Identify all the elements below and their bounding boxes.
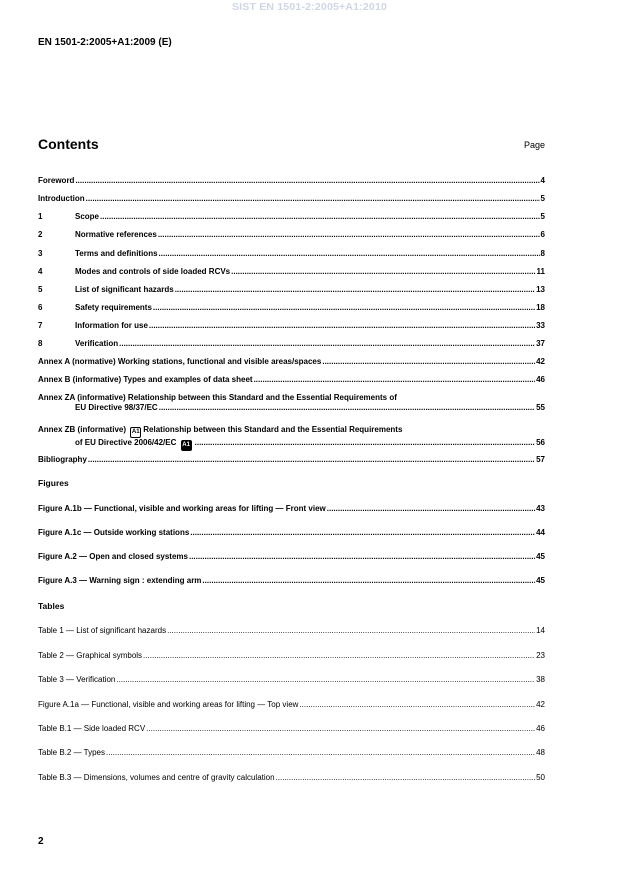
table-entry-page: 38 [536, 675, 545, 684]
toc-entry-page: 4 [540, 176, 545, 185]
toc-entry-number: 7 [38, 321, 43, 330]
figure-entry-page: 45 [536, 552, 545, 561]
amendment-end-marker-icon: A1 [181, 440, 192, 451]
amendment-start-marker-icon: A1 [130, 427, 141, 438]
toc-entry-scope[interactable] [38, 212, 545, 222]
table-entry-label: Figure A.1a — Functional, visible and working areas for lifting — Top view [38, 700, 299, 709]
toc-entry-bibliography[interactable] [38, 455, 545, 465]
toc-entry-number: 6 [38, 303, 43, 312]
footer-page-number: 2 [38, 836, 44, 847]
figure-entry-label: Figure A.1c — Outside working stations [38, 528, 190, 537]
toc-entry-label-continued: of EU Directive 2006/42/EC [75, 438, 177, 447]
toc-entry-label: Terms and definitions [75, 249, 158, 258]
tables-heading: Tables [38, 601, 65, 611]
table-entry-label: Table 2 — Graphical symbols [38, 651, 143, 660]
toc-entry-verification[interactable] [38, 339, 545, 349]
table-entry-page: 46 [536, 724, 545, 733]
toc-entry-number: 2 [38, 230, 43, 239]
figure-entry-page: 44 [536, 528, 545, 537]
toc-entry-label-continued: EU Directive 98/37/EC [75, 403, 158, 412]
toc-entry-label: Verification [75, 339, 119, 348]
toc-entry-label: Safety requirements [75, 303, 152, 312]
figure-entry-label: Figure A.2 — Open and closed systems [38, 552, 188, 561]
toc-entry-page: 8 [540, 249, 545, 258]
figure-entry-page: 45 [536, 576, 545, 585]
toc-entry-page: 57 [536, 455, 545, 464]
toc-entry-number: 4 [38, 267, 43, 276]
table-entry-label: Table B.2 — Types [38, 748, 105, 757]
table-entry[interactable] [38, 748, 545, 758]
toc-entry-page: 56 [536, 438, 545, 447]
table-entry-page: 23 [536, 651, 545, 660]
figure-entry-label: Figure A.3 — Warning sign : extending arm [38, 576, 202, 585]
table-entry[interactable] [38, 700, 545, 710]
toc-entry-information-for-use[interactable] [38, 321, 545, 331]
toc-entry-label: Annex ZB (informative) [38, 425, 127, 434]
table-entry-label: Table 1 — List of significant hazards [38, 626, 167, 635]
figure-entry[interactable] [38, 504, 545, 514]
toc-entry-label: Modes and controls of side loaded RCVs [75, 267, 231, 276]
toc-entry-page: 33 [536, 321, 545, 330]
table-entry[interactable] [38, 773, 545, 783]
toc-entry-label-rest: Relationship between this Standard and the Essential Requirements [143, 425, 403, 434]
table-entry[interactable] [38, 651, 545, 661]
figure-entry-label: Figure A.1b — Functional, visible and working areas for lifting — Front view [38, 504, 326, 513]
toc-entry-number: 1 [38, 212, 43, 221]
toc-entry-safety-requirements[interactable] [38, 303, 545, 313]
figure-entry[interactable] [38, 528, 545, 538]
table-entry-page: 50 [536, 773, 545, 782]
table-entry[interactable] [38, 626, 545, 636]
toc-entry-label: Information for use [75, 321, 148, 330]
toc-entry-page: 42 [536, 357, 545, 366]
toc-entry-number: 8 [38, 339, 43, 348]
toc-entry-label: Bibliography [38, 455, 87, 464]
toc-entry-label: Normative references [75, 230, 157, 239]
table-entry-page: 14 [536, 626, 545, 635]
toc-entry-page: 6 [540, 230, 545, 239]
toc-entry-page: 5 [540, 212, 545, 221]
figure-entry-page: 43 [536, 504, 545, 513]
toc-entry-label: Introduction [38, 194, 85, 203]
toc-entry-label: Foreword [38, 176, 75, 185]
table-entry-page: 42 [536, 700, 545, 709]
figure-entry[interactable] [38, 552, 545, 562]
toc-entry-page: 5 [540, 194, 545, 203]
toc-entry-terms-definitions[interactable] [38, 249, 545, 259]
contents-title: Contents [38, 136, 99, 152]
table-entry-label: Table B.1 — Side loaded RCV [38, 724, 146, 733]
toc-entry-annex-b[interactable] [38, 375, 545, 385]
toc-entry-label: List of significant hazards [75, 285, 174, 294]
toc-entry-annex-zb[interactable] [38, 425, 545, 451]
toc-entry-introduction[interactable] [38, 194, 545, 204]
toc-entry-label: Annex A (normative) Working stations, functional and visible areas/spaces [38, 357, 322, 366]
toc-entry-number: 5 [38, 285, 43, 294]
toc-entry-significant-hazards[interactable] [38, 285, 545, 295]
document-id: EN 1501-2:2005+A1:2009 (E) [38, 37, 172, 48]
figure-entry[interactable] [38, 576, 545, 586]
toc-entry-page: 46 [536, 375, 545, 384]
table-entry-label: Table B.3 — Dimensions, volumes and centre of gravity calculation [38, 773, 275, 782]
table-entry[interactable] [38, 675, 545, 685]
toc-entry-number: 3 [38, 249, 43, 258]
toc-entry-page: 13 [536, 285, 545, 294]
toc-entry-page: 55 [536, 403, 545, 412]
toc-entry-annex-a[interactable] [38, 357, 545, 367]
watermark: SIST EN 1501-2:2005+A1:2010 [231, 1, 388, 13]
table-entry-page: 48 [536, 748, 545, 757]
figures-heading: Figures [38, 478, 69, 488]
table-entry[interactable] [38, 724, 545, 734]
toc-entry-page: 11 [536, 267, 545, 276]
toc-entry-page: 18 [536, 303, 545, 312]
toc-entry-label: Annex B (informative) Types and examples of data sheet [38, 375, 253, 384]
page-column-label: Page [523, 140, 545, 150]
toc-entry-modes-controls[interactable] [38, 267, 545, 277]
toc-entry-annex-za[interactable] [38, 393, 545, 413]
toc-entry-normative-references[interactable] [38, 230, 545, 240]
toc-entry-label: Scope [75, 212, 100, 221]
toc-entry-page: 37 [536, 339, 545, 348]
toc-entry-label: Annex ZA (informative) Relationship between this Standard and the Essential Requirements of [38, 393, 397, 402]
table-entry-label: Table 3 — Verification [38, 675, 116, 684]
toc-entry-foreword[interactable] [38, 176, 545, 186]
